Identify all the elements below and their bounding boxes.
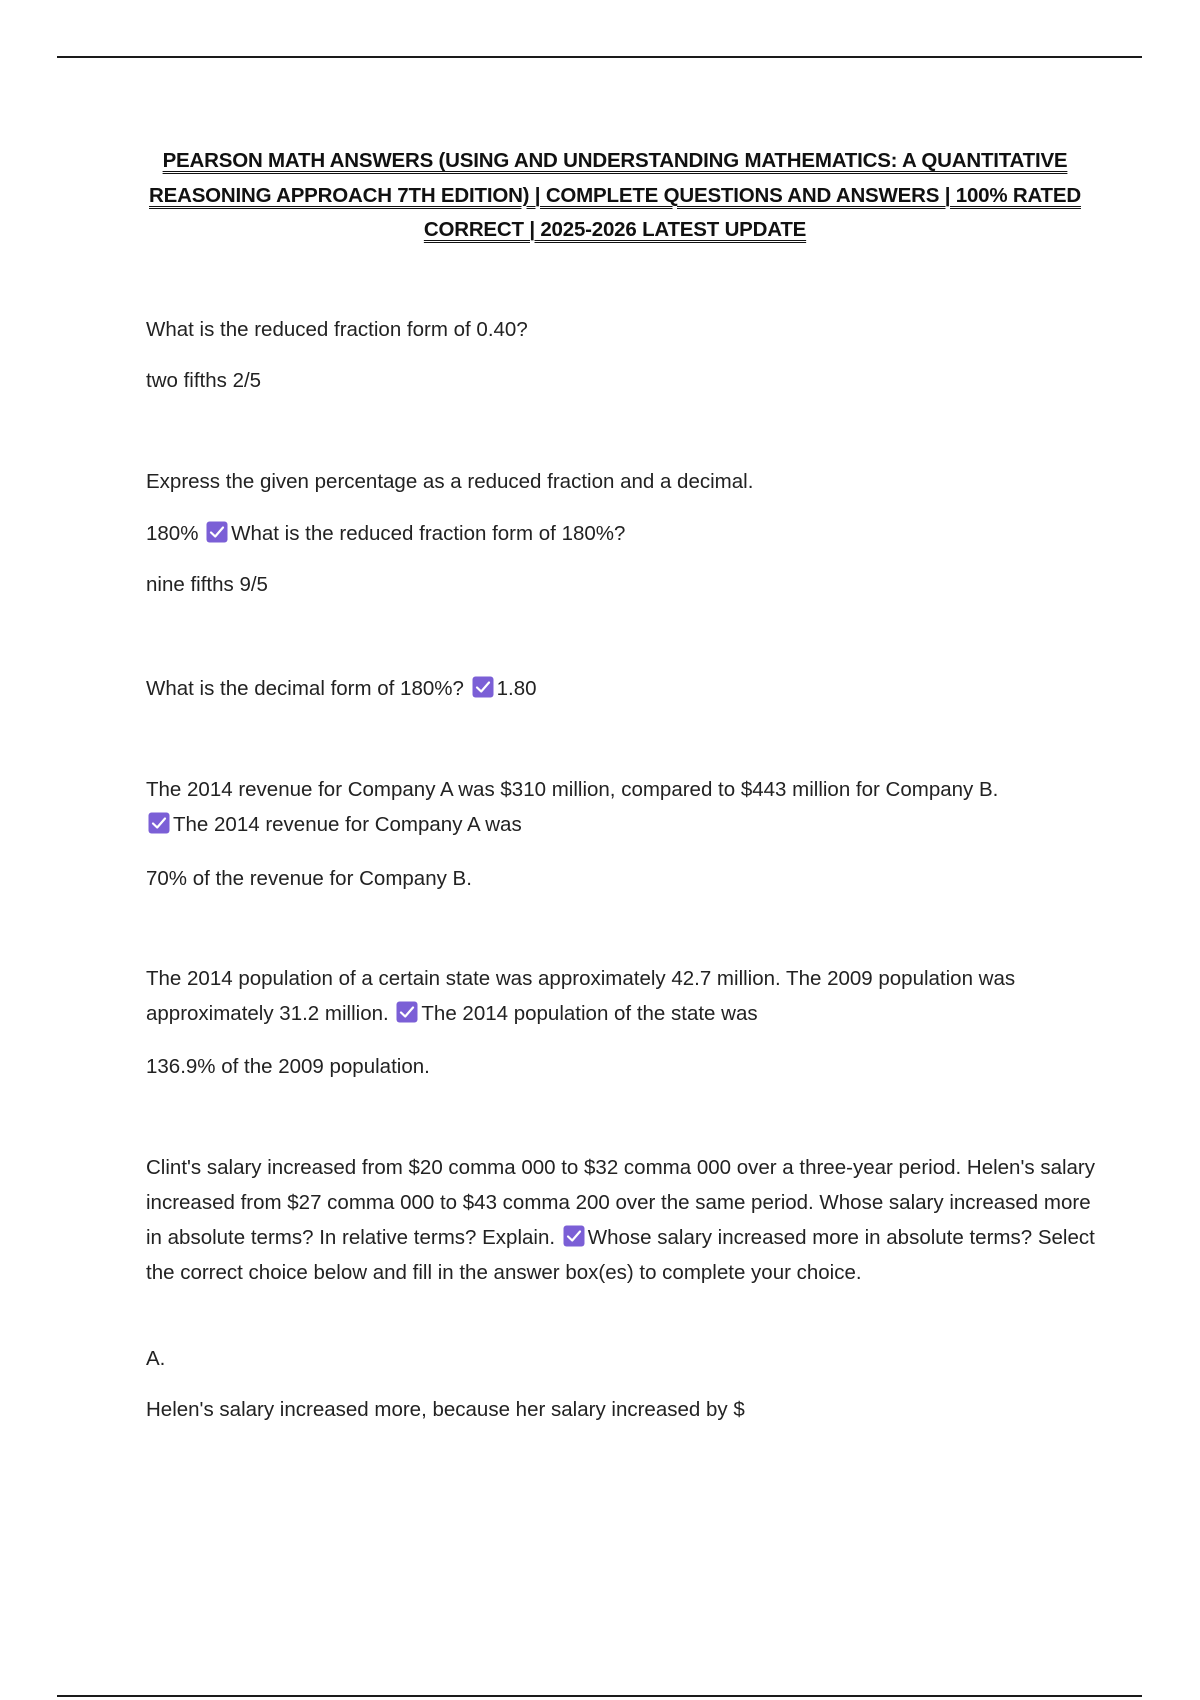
- checkbox-checked-icon: [563, 1225, 585, 1247]
- question-3-line: [146, 671, 1096, 706]
- question-5-followup: The 2014 population of the state was: [421, 1002, 758, 1025]
- choice-a-label: A.: [146, 1347, 166, 1370]
- question-1: What is the reduced fraction form of 0.40?: [146, 318, 528, 341]
- choice-a-text: Helen's salary increased more, because her salary increased by $: [146, 1398, 745, 1421]
- answer-3: 1.80: [496, 677, 537, 700]
- question-2-lead: 180%: [146, 522, 199, 545]
- answer-2: nine fifths 9/5: [146, 573, 268, 596]
- document-title: PEARSON MATH ANSWERS (USING AND UNDERSTANDING MATHEMATICS: A QUANTITATIVE REASONING APPROACH 7TH EDITION) | COMPLETE QUESTIONS AND ANSWERS | 100% RATED CORRECT | 2025-2026 LATEST UPDATE: [149, 149, 1081, 241]
- checkbox-checked-icon: [206, 521, 228, 543]
- question-2-prompt: Express the given percentage as a reduced fraction and a decimal.: [146, 470, 754, 493]
- answer-4: 70% of the revenue for Company B.: [146, 867, 472, 890]
- question-2-text: What is the reduced fraction form of 180%?: [231, 522, 626, 545]
- answer-1: two fifths 2/5: [146, 369, 262, 392]
- answer-5: 136.9% of the 2009 population.: [146, 1055, 430, 1078]
- question-2-line: [146, 516, 1096, 551]
- question-3-text: What is the decimal form of 180%?: [146, 677, 464, 700]
- question-6-text: Clint's salary increased from $20 comma 000 to $32 comma 000 over a three-year period. Helen's salary increased from $27 comma 000 to $43 comma 200 over the same period. Whose salary increased more in absolute terms? In relative terms? Explain.: [146, 1156, 1095, 1249]
- question-4-block: [146, 772, 1096, 842]
- question-6-block: [146, 1150, 1096, 1290]
- checkbox-checked-icon: [148, 812, 170, 834]
- question-5-text: The 2014 population of a certain state was approximately 42.7 million. The 2009 population was approximately 31.2 million.: [146, 967, 1016, 1025]
- checkbox-checked-icon: [396, 1001, 418, 1023]
- footer-rule: [57, 1695, 1142, 1697]
- question-4-text: The 2014 revenue for Company A was $310 million, compared to $443 million for Company B.: [146, 778, 999, 801]
- question-6-followup: Whose salary increased more in absolute terms? Select the correct choice below and fill in the answer box(es) to complete your choice.: [146, 1226, 1095, 1284]
- question-5-block: [146, 961, 1096, 1031]
- checkbox-checked-icon: [472, 676, 494, 698]
- question-4-followup: The 2014 revenue for Company A was: [173, 813, 522, 836]
- header-rule: [57, 56, 1142, 58]
